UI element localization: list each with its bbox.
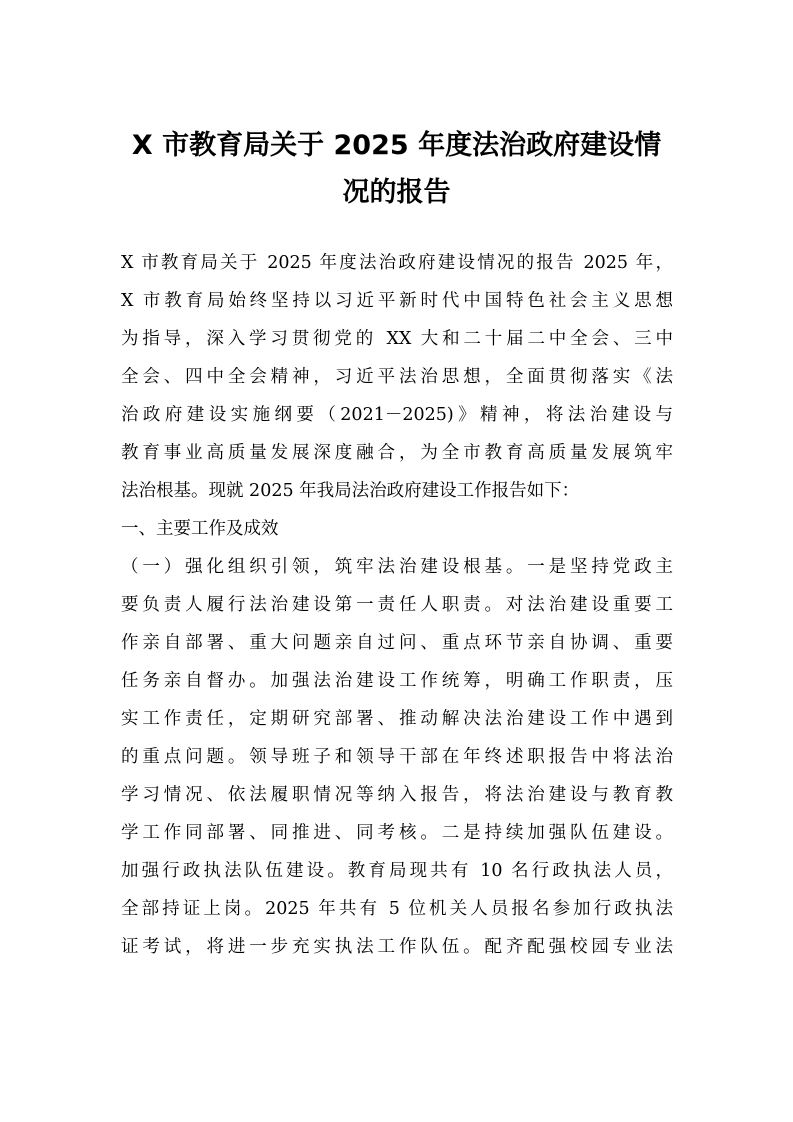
body-line-14: 的重点问题。领导班子和领导干部在年终述职报告中将法治 [121, 747, 673, 767]
body-line-19: 证考试，将进一步充实执法工作队伍。配齐配强校园专业法 [121, 937, 673, 957]
body-line-5: 治政府建设实施纲要（2021－2025)》精神，将法治建设与 [121, 405, 673, 425]
body-line-9: （一）强化组织引领，筑牢法治建设根基。一是坚持党政主 [121, 557, 673, 577]
body-line-15: 学习情况、依法履职情况等纳入报告，将法治建设与教育教 [121, 785, 673, 805]
body-line-18: 全部持证上岗。2025 年共有 5 位机关人员报名参加行政执法 [121, 899, 673, 919]
body-line-7: 法治根基。现就 2025 年我局法治政府建设工作报告如下： [121, 481, 580, 501]
body-line-4: 全会、四中全会精神，习近平法治思想，全面贯彻落实《法 [121, 367, 673, 387]
document-title-line-1: X 市教育局关于 2025 年度法治政府建设情 [131, 130, 662, 161]
document-title-line-2: 况的报告 [342, 177, 451, 208]
body-line-2: X 市教育局始终坚持以习近平新时代中国特色社会主义思想 [121, 291, 673, 311]
body-line-12: 任务亲自督办。加强法治建设工作统筹，明确工作职责，压 [121, 671, 673, 691]
body-line-6: 教育事业高质量发展深度融合，为全市教育高质量发展筑牢 [121, 443, 673, 463]
body-line-13: 实工作责任，定期研究部署、推动解决法治建设工作中遇到 [121, 709, 673, 729]
body-line-11: 作亲自部署、重大问题亲自过问、重点环节亲自协调、重要 [121, 633, 673, 653]
body-line-1: X 市教育局关于 2025 年度法治政府建设情况的报告 2025 年， [121, 253, 673, 273]
body-line-3: 为指导，深入学习贯彻党的 XX 大和二十届二中全会、三中 [121, 329, 673, 349]
body-line-10: 要负责人履行法治建设第一责任人职责。对法治建设重要工 [121, 595, 673, 615]
body-line-16: 学工作同部署、同推进、同考核。二是持续加强队伍建设。 [121, 823, 673, 843]
section-heading-1: 一、主要工作及成效 [121, 519, 279, 539]
body-line-17: 加强行政执法队伍建设。教育局现共有 10 名行政执法人员， [121, 861, 673, 881]
